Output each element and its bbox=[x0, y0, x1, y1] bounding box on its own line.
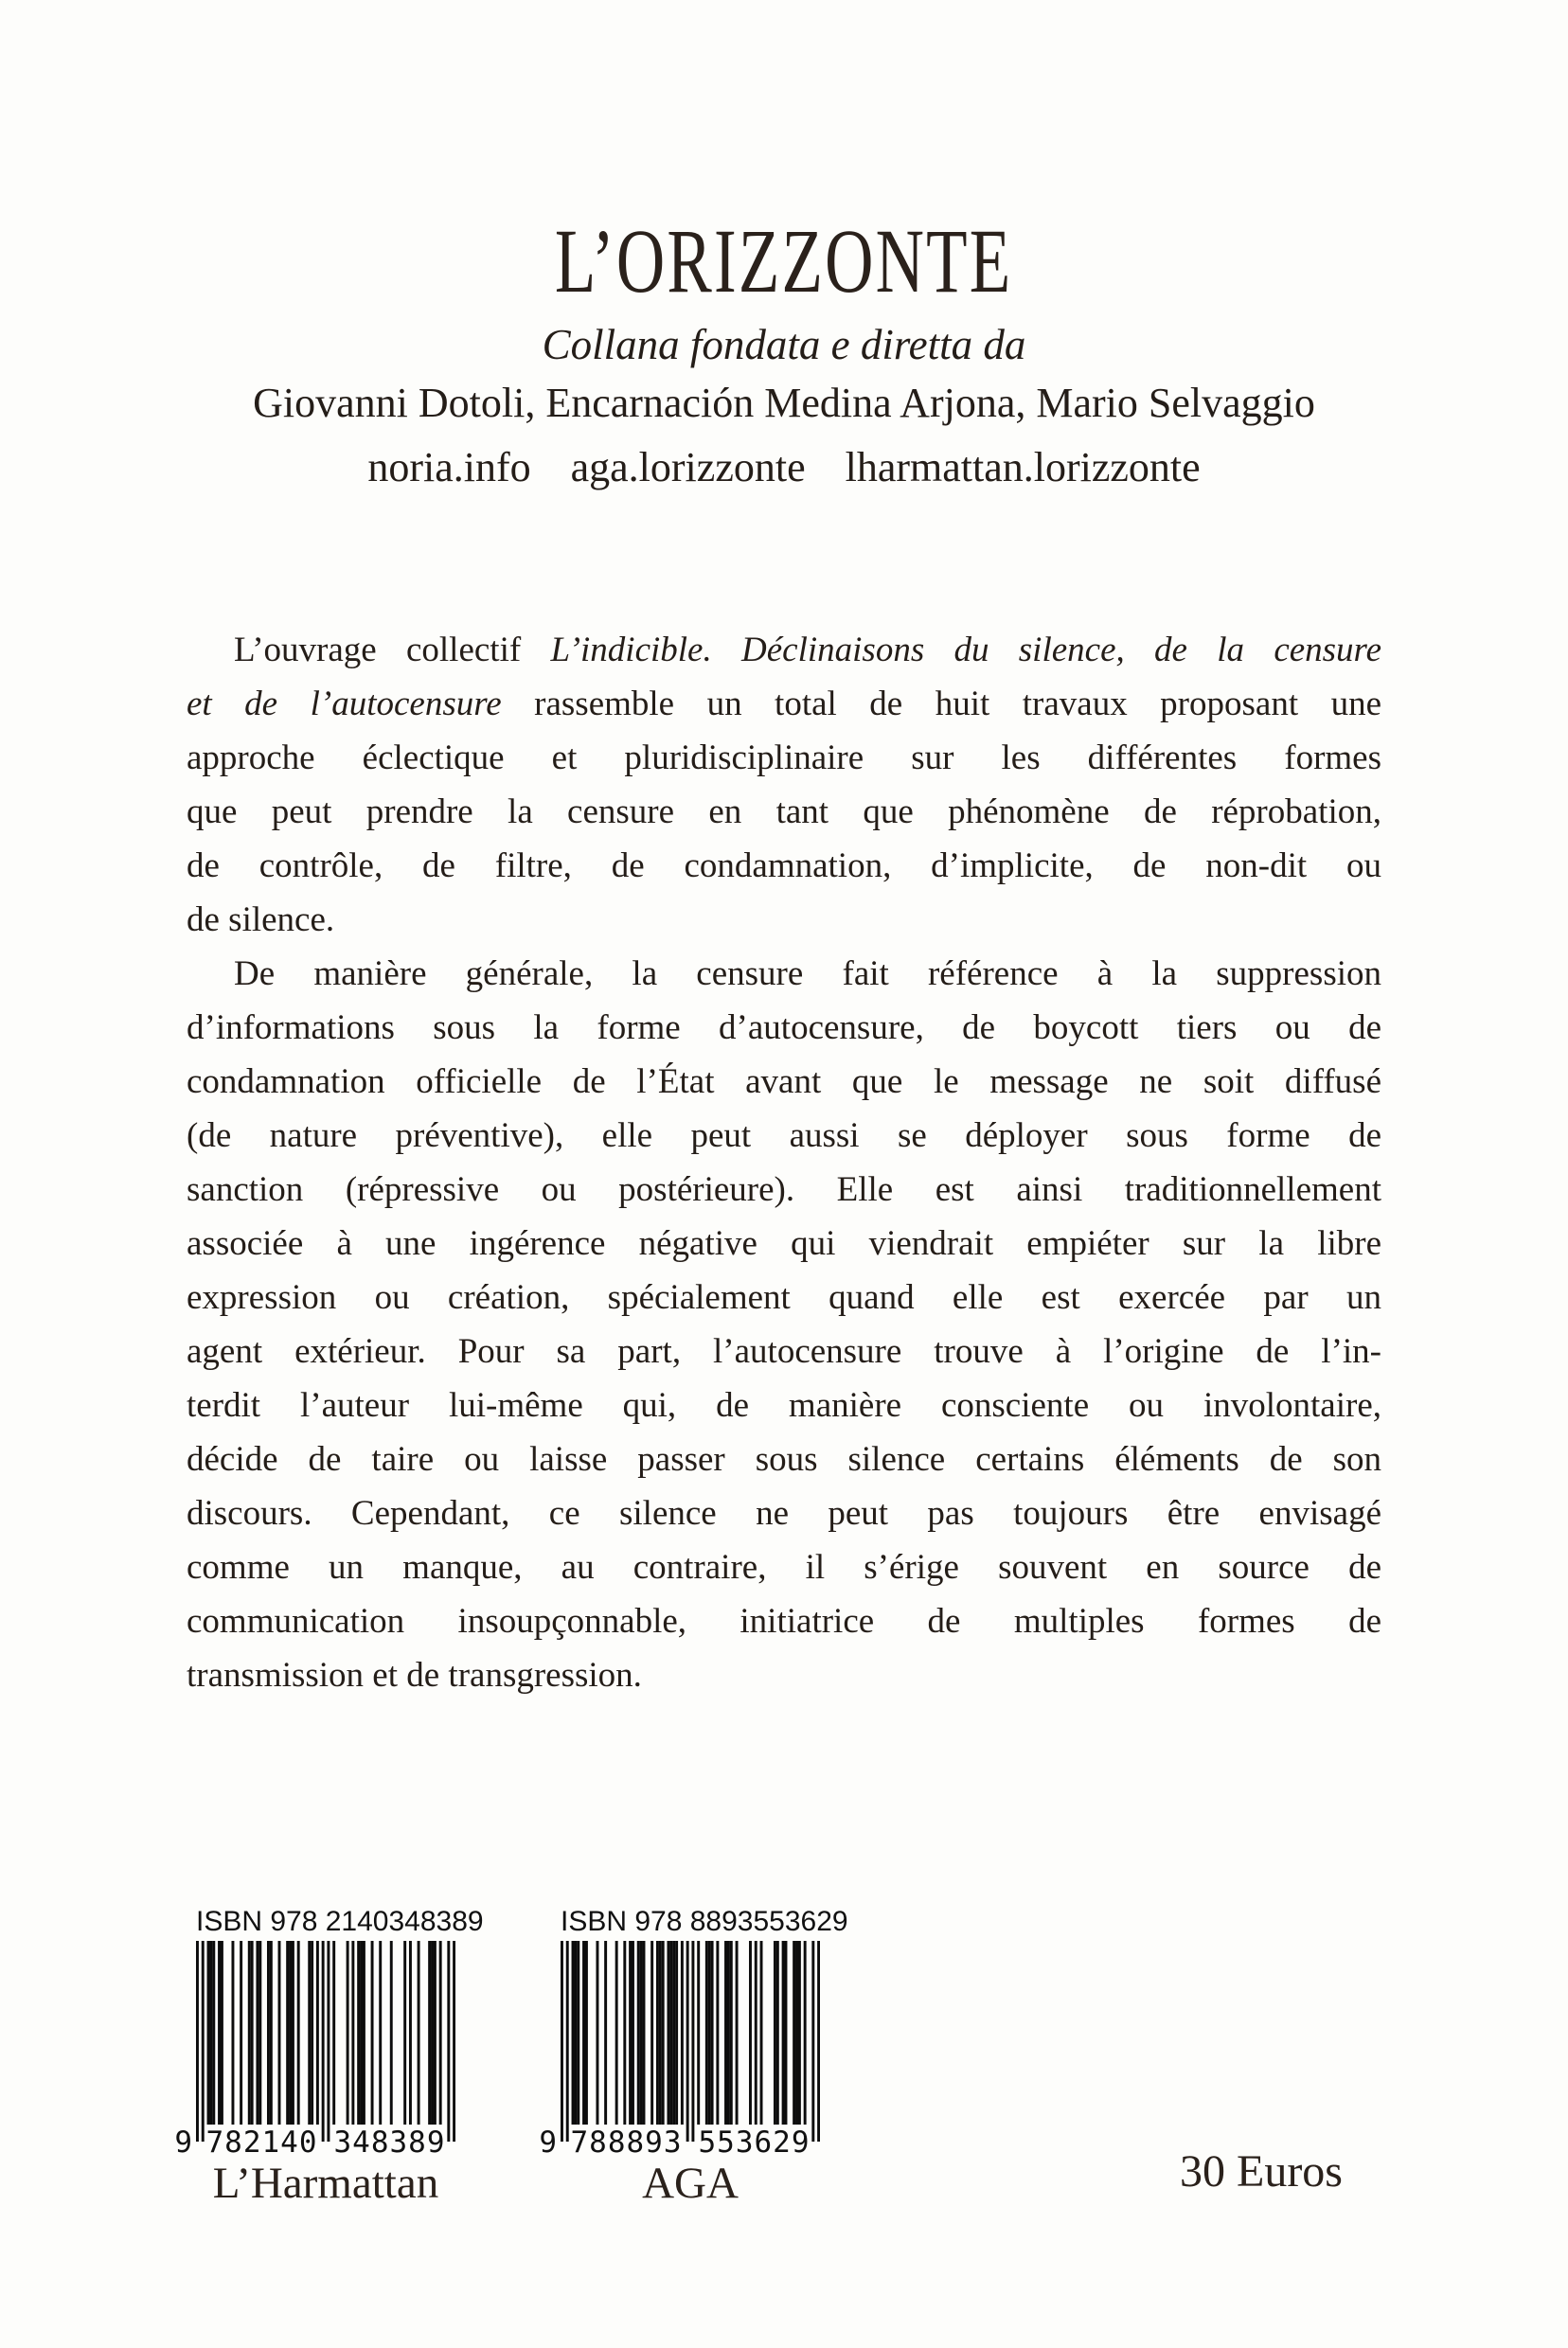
body-line bbox=[187, 677, 1381, 731]
body-line bbox=[187, 1001, 1381, 1055]
body-text-segment: expression ou création, spécialement quand elle est exercée par un bbox=[187, 1278, 1381, 1317]
body-line bbox=[187, 893, 1381, 947]
barcode-digit-group2: 348389 bbox=[333, 2126, 446, 2160]
link-noria: noria.info bbox=[367, 444, 531, 490]
body-text-segment: rassemble un total de huit travaux proposant une bbox=[501, 685, 1381, 723]
body-text bbox=[187, 623, 1381, 1702]
barcode-digits bbox=[174, 2126, 455, 2161]
body-text-segment: décide de taire ou laisse passer sous silence certains éléments de son bbox=[187, 1440, 1381, 1479]
body-text-segment: que peut prendre la censure en tant que phénomène de réprobation, bbox=[187, 792, 1381, 831]
body-line bbox=[187, 1648, 1381, 1702]
body-line bbox=[187, 785, 1381, 839]
barcode-harmattan bbox=[174, 1906, 484, 2208]
body-text-segment: approche éclectique et pluridisciplinaire sur les différentes formes bbox=[187, 738, 1381, 777]
body-text-segment: communication insoupçonnable, initiatrice de multiples formes de bbox=[187, 1602, 1381, 1641]
body-line bbox=[187, 1594, 1381, 1648]
body-text-segment: comme un manque, au contraire, il s’érige souvent en source de bbox=[187, 1548, 1381, 1587]
body-line bbox=[187, 623, 1381, 677]
body-text-segment: transmission et de transgression. bbox=[187, 1656, 642, 1695]
barcode-digit-group2: 553629 bbox=[698, 2126, 811, 2160]
body-line bbox=[187, 1163, 1381, 1217]
body-text-segment: d’informations sous la forme d’autocensure, de boycott tiers ou de bbox=[187, 1008, 1381, 1047]
body-line bbox=[187, 1540, 1381, 1594]
isbn-label: ISBN 978 8893553629 bbox=[561, 1906, 848, 1937]
link-aga: aga.lorizzonte bbox=[570, 444, 806, 490]
publisher-name: L’Harmattan bbox=[212, 2159, 439, 2208]
body-line bbox=[187, 1325, 1381, 1379]
barcode-digit-group1: 782140 bbox=[205, 2126, 318, 2160]
body-text-segment: de contrôle, de filtre, de condamnation, d’implicite, de non-dit ou bbox=[187, 846, 1381, 885]
body-text-segment: associée à une ingérence négative qui viendrait empiéter sur la libre bbox=[187, 1224, 1381, 1263]
series-directors: Giovanni Dotoli, Encarnación Medina Arjona, Mario Selvaggio bbox=[253, 380, 1315, 426]
barcode-bars bbox=[561, 1941, 820, 2142]
body-line bbox=[187, 1271, 1381, 1325]
body-line bbox=[187, 947, 1381, 1001]
body-text-segment: discours. Cependant, ce silence ne peut pas toujours être envisagé bbox=[187, 1494, 1381, 1533]
barcode-digit-group1: 788893 bbox=[570, 2126, 683, 2160]
barcode-digit-lead: 9 bbox=[174, 2126, 192, 2160]
body-line bbox=[187, 1109, 1381, 1163]
body-text-segment: De manière générale, la censure fait référence à la suppression bbox=[234, 954, 1381, 993]
body-text-segment: L’ouvrage collectif bbox=[234, 631, 551, 669]
body-line bbox=[187, 839, 1381, 893]
series-title-text: L’ORIZZONTE bbox=[555, 210, 1013, 311]
barcode-bars bbox=[196, 1941, 455, 2142]
body-text-segment: de silence. bbox=[187, 900, 335, 939]
body-text-segment: (de nature préventive), elle peut aussi se déployer sous forme de bbox=[187, 1116, 1381, 1155]
barcode-aga bbox=[539, 1906, 848, 2208]
body-line bbox=[187, 1486, 1381, 1540]
isbn-label: ISBN 978 2140348389 bbox=[196, 1906, 484, 1937]
body-line bbox=[187, 1055, 1381, 1109]
link-lharmattan: lharmattan.lorizzonte bbox=[845, 444, 1201, 490]
body-line bbox=[187, 731, 1381, 785]
body-text-segment: terdit l’auteur lui-même qui, de manière consciente ou involontaire, bbox=[187, 1386, 1381, 1425]
body-text-segment: condamnation officielle de l’État avant que le message ne soit diffusé bbox=[187, 1062, 1381, 1101]
body-text-segment: agent extérieur. Pour sa part, l’autocensure trouve à l’origine de l’in- bbox=[187, 1332, 1381, 1371]
barcode-digit-lead: 9 bbox=[539, 2126, 557, 2160]
body-text-segment-italic: L’indicible. Déclinaisons du silence, de la censure bbox=[550, 631, 1381, 669]
price-label: 30 Euros bbox=[1180, 2146, 1343, 2197]
body-text-segment-italic: et de l’autocensure bbox=[187, 685, 502, 723]
series-title bbox=[0, 212, 1568, 311]
series-subtitle: Collana fondata e diretta da bbox=[542, 321, 1026, 368]
body-line bbox=[187, 1432, 1381, 1486]
publisher-name: AGA bbox=[642, 2159, 739, 2208]
barcode-digits bbox=[539, 2126, 820, 2161]
body-text-segment: sanction (répressive ou postérieure). Elle est ainsi traditionnellement bbox=[187, 1170, 1381, 1209]
links-row bbox=[0, 441, 1568, 494]
body-line bbox=[187, 1379, 1381, 1432]
body-line bbox=[187, 1217, 1381, 1271]
